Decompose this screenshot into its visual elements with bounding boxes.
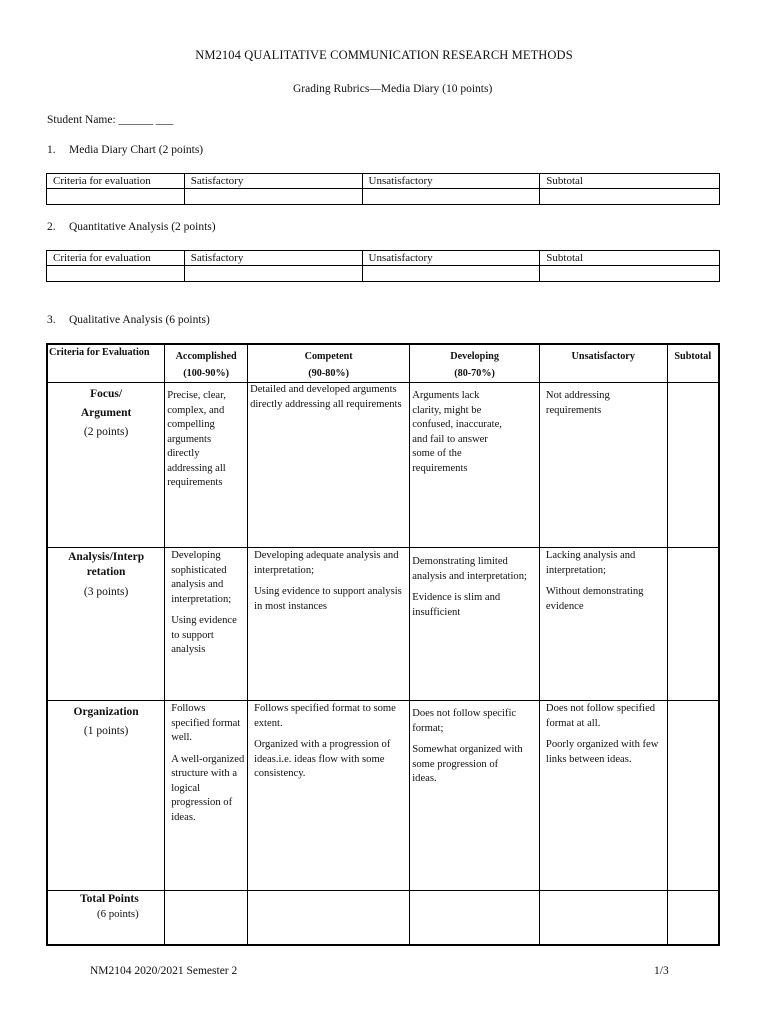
section-1-heading	[47, 144, 203, 156]
rubric-header-criteria: Criteria for Evaluation	[47, 344, 165, 383]
cell-paragraph: Follows specified format to some extent.	[254, 703, 396, 729]
cell-paragraph: Using evidence to support analysis	[171, 615, 237, 655]
table-cell-blank	[184, 189, 362, 205]
criterion-points: (1 points)	[83, 725, 129, 737]
section-number: 2.	[47, 221, 56, 233]
section-3-heading	[47, 314, 210, 326]
footer-course-semester: NM2104 2020/2021 Semester 2	[90, 965, 238, 977]
table-cell-blank	[362, 266, 540, 282]
quantitative-analysis-table	[46, 250, 720, 282]
rubric-cell-competent	[248, 548, 410, 701]
section-title: Media Diary Chart (2 points)	[69, 144, 204, 156]
rubric-cell-subtotal	[667, 701, 719, 891]
cell-paragraph: Evidence is slim and insufficient	[412, 592, 501, 618]
rubric-header-row	[47, 344, 719, 383]
cell-paragraph: Does not follow specific format;	[412, 708, 517, 734]
cell-paragraph: Using evidence to support analysis in most instances	[254, 586, 402, 612]
section-title: Quantitative Analysis (2 points)	[69, 221, 216, 233]
rubric-header-developing	[410, 344, 540, 383]
cell-paragraph: Poorly organized with few links between ideas.	[545, 739, 659, 765]
header-label: Subtotal	[674, 351, 712, 362]
table-cell-blank	[47, 266, 185, 282]
document-subtitle: Grading Rubrics—Media Diary (10 points)	[293, 83, 493, 95]
section-number: 1.	[47, 144, 56, 156]
rubric-row-total	[47, 891, 719, 945]
rubric-cell-unsatisfactory	[539, 548, 667, 701]
cell-paragraph: Somewhat organized with some progression of ideas.	[412, 744, 523, 784]
footer-page-number: 1/3	[654, 965, 669, 977]
section-title: Qualitative Analysis (6 points)	[69, 314, 210, 326]
rubric-cell-blank	[539, 891, 667, 945]
criterion-name-cont: Argument	[80, 407, 132, 419]
table-header-criteria: Criteria for evaluation	[47, 251, 185, 266]
header-range: (100-90%)	[183, 367, 230, 379]
rubric-cell-developing	[410, 548, 540, 701]
header-label: Developing	[450, 351, 499, 362]
criterion-name-cont: retation	[86, 566, 126, 578]
rubric-row-criterion	[47, 548, 165, 701]
criterion-name: Focus/	[90, 388, 123, 400]
rubric-header-accomplished	[165, 344, 248, 383]
qualitative-analysis-rubric	[46, 343, 720, 946]
media-diary-chart-table	[46, 173, 720, 205]
header-label: Competent	[304, 351, 353, 362]
rubric-cell-unsatisfactory: Not addressing requirements	[539, 383, 667, 548]
table-header-criteria: Criteria for evaluation	[47, 174, 185, 189]
section-number: 3.	[47, 314, 56, 326]
cell-paragraph: Developing sophisticated analysis and interpretation;	[171, 550, 232, 605]
rubric-cell-blank	[410, 891, 540, 945]
rubric-row-analysis-interpretation	[47, 548, 719, 701]
cell-paragraph: Follows specified format well.	[171, 703, 241, 743]
rubric-cell-blank	[248, 891, 410, 945]
cell-paragraph: Without demonstrating evidence	[545, 586, 644, 612]
header-label: Accomplished	[175, 351, 237, 362]
rubric-cell-developing: Arguments lack clarity, might be confused, inaccurate, and fail to answer some of the requirements	[410, 383, 540, 548]
table-header-unsatisfactory: Unsatisfactory	[362, 174, 540, 189]
rubric-header-competent	[248, 344, 410, 383]
total-points-value: (6 points)	[97, 908, 139, 920]
student-name-label: Student Name: ______ ___	[47, 114, 174, 126]
rubric-total-label	[47, 891, 165, 945]
header-range: (90-80%)	[308, 367, 350, 379]
cell-paragraph: Organized with a progression of ideas.i.e. ideas flow with some consistency.	[254, 739, 391, 779]
rubric-row-organization	[47, 701, 719, 891]
rubric-cell-accomplished	[165, 548, 248, 701]
rubric-cell-subtotal	[667, 548, 719, 701]
rubric-cell-accomplished: Precise, clear, complex, and compelling arguments directly addressing all requirements	[165, 383, 248, 548]
table-header-subtotal: Subtotal	[540, 251, 720, 266]
rubric-row-criterion	[47, 701, 165, 891]
criterion-name: Organization	[73, 706, 139, 718]
rubric-header-subtotal	[667, 344, 719, 383]
rubric-row-criterion	[47, 383, 165, 548]
table-cell-blank	[362, 189, 540, 205]
cell-paragraph: A well-organized structure with a logical progression of ideas.	[171, 753, 245, 823]
rubric-cell-subtotal	[667, 383, 719, 548]
rubric-cell-competent	[248, 701, 410, 891]
table-cell-blank	[540, 266, 720, 282]
cell-paragraph: Does not follow specified format at all.	[545, 703, 656, 729]
rubric-cell-blank	[667, 891, 719, 945]
total-points-label: Total Points	[80, 893, 139, 905]
rubric-header-unsatisfactory	[539, 344, 667, 383]
section-2-heading	[47, 221, 216, 233]
document-title: NM2104 QUALITATIVE COMMUNICATION RESEARCH METHODS	[195, 48, 573, 62]
header-range: (80-70%)	[454, 367, 495, 379]
cell-paragraph: Developing adequate analysis and interpretation;	[254, 550, 399, 576]
table-header-subtotal: Subtotal	[540, 174, 720, 189]
table-cell-blank	[47, 189, 185, 205]
rubric-row-focus-argument	[47, 383, 719, 548]
criterion-name: Analysis/Interp	[68, 551, 145, 563]
rubric-cell-competent: Detailed and developed arguments directly addressing all requirements	[248, 383, 410, 548]
rubric-cell-unsatisfactory	[539, 701, 667, 891]
cell-paragraph: Demonstrating limited analysis and interpretation;	[412, 556, 527, 582]
rubric-cell-developing	[410, 701, 540, 891]
criterion-points: (3 points)	[83, 586, 129, 598]
header-label: Unsatisfactory	[571, 351, 635, 362]
rubric-cell-accomplished	[165, 701, 248, 891]
table-header-satisfactory: Satisfactory	[184, 174, 362, 189]
rubric-cell-blank	[165, 891, 248, 945]
table-header-satisfactory: Satisfactory	[184, 251, 362, 266]
cell-paragraph: Lacking analysis and interpretation;	[545, 550, 636, 576]
table-header-unsatisfactory: Unsatisfactory	[362, 251, 540, 266]
table-cell-blank	[184, 266, 362, 282]
criterion-points: (2 points)	[83, 426, 129, 438]
table-cell-blank	[540, 189, 720, 205]
